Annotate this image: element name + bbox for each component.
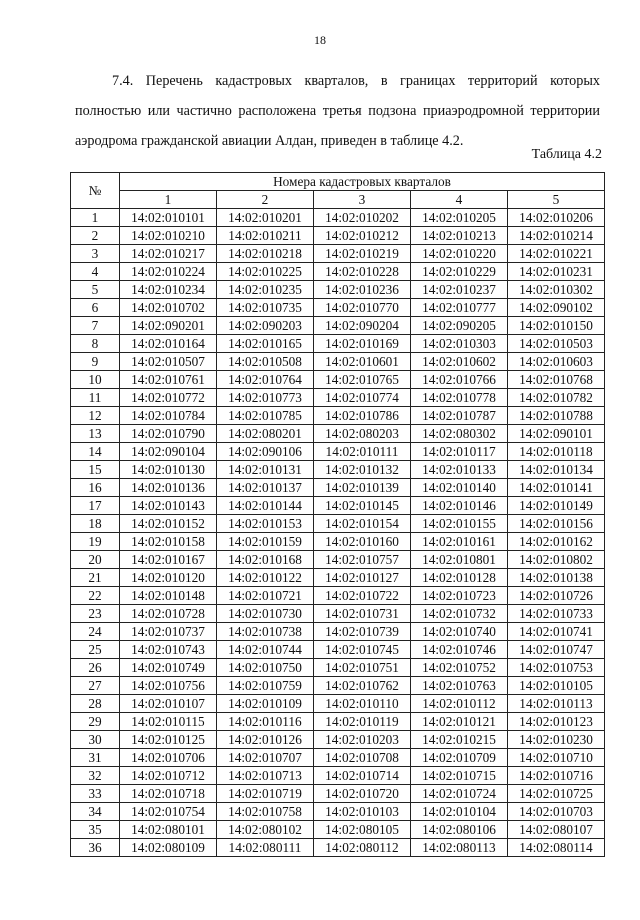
cadastral-number-cell: 14:02:010150 xyxy=(508,317,605,335)
cadastral-number-cell: 14:02:010206 xyxy=(508,209,605,227)
cadastral-number-cell: 14:02:010137 xyxy=(217,479,314,497)
row-number-cell: 18 xyxy=(71,515,120,533)
table-row xyxy=(71,677,605,695)
table-row xyxy=(71,497,605,515)
cadastral-number-cell: 14:02:080302 xyxy=(411,425,508,443)
cadastral-number-cell: 14:02:010766 xyxy=(411,371,508,389)
row-number-cell: 20 xyxy=(71,551,120,569)
cadastral-number-cell: 14:02:010750 xyxy=(217,659,314,677)
cadastral-number-cell: 14:02:010107 xyxy=(120,695,217,713)
cadastral-number-cell: 14:02:010785 xyxy=(217,407,314,425)
row-number-cell: 28 xyxy=(71,695,120,713)
row-number-cell: 33 xyxy=(71,785,120,803)
cadastral-number-cell: 14:02:010128 xyxy=(411,569,508,587)
table-row xyxy=(71,605,605,623)
row-number-cell: 4 xyxy=(71,263,120,281)
table-body xyxy=(71,209,605,857)
table-row xyxy=(71,407,605,425)
table-row xyxy=(71,533,605,551)
cadastral-number-cell: 14:02:080111 xyxy=(217,839,314,857)
row-number-cell: 24 xyxy=(71,623,120,641)
column-number-header: 1 xyxy=(120,191,217,209)
cadastral-number-cell: 14:02:010214 xyxy=(508,227,605,245)
table-row xyxy=(71,353,605,371)
cadastral-number-cell: 14:02:010719 xyxy=(217,785,314,803)
cadastral-number-cell: 14:02:010123 xyxy=(508,713,605,731)
column-number-header: 2 xyxy=(217,191,314,209)
cadastral-number-cell: 14:02:010503 xyxy=(508,335,605,353)
cadastral-number-cell: 14:02:010236 xyxy=(314,281,411,299)
table-row xyxy=(71,425,605,443)
cadastral-number-cell: 14:02:010751 xyxy=(314,659,411,677)
cadastral-number-cell: 14:02:010117 xyxy=(411,443,508,461)
cadastral-number-cell: 14:02:010224 xyxy=(120,263,217,281)
cadastral-number-cell: 14:02:010159 xyxy=(217,533,314,551)
cadastral-number-cell: 14:02:010601 xyxy=(314,353,411,371)
cadastral-number-cell: 14:02:010140 xyxy=(411,479,508,497)
cadastral-number-cell: 14:02:090102 xyxy=(508,299,605,317)
cadastral-number-cell: 14:02:010212 xyxy=(314,227,411,245)
cadastral-number-cell: 14:02:010229 xyxy=(411,263,508,281)
cadastral-number-cell: 14:02:010772 xyxy=(120,389,217,407)
cadastral-number-cell: 14:02:010714 xyxy=(314,767,411,785)
table-row xyxy=(71,245,605,263)
cadastral-number-cell: 14:02:010725 xyxy=(508,785,605,803)
cadastral-number-cell: 14:02:010167 xyxy=(120,551,217,569)
cadastral-number-cell: 14:02:010149 xyxy=(508,497,605,515)
row-number-cell: 32 xyxy=(71,767,120,785)
cadastral-number-cell: 14:02:080102 xyxy=(217,821,314,839)
row-number-cell: 25 xyxy=(71,641,120,659)
cadastral-number-cell: 14:02:010165 xyxy=(217,335,314,353)
row-number-cell: 3 xyxy=(71,245,120,263)
cadastral-number-cell: 14:02:010753 xyxy=(508,659,605,677)
cadastral-number-cell: 14:02:010111 xyxy=(314,443,411,461)
cadastral-number-cell: 14:02:010205 xyxy=(411,209,508,227)
table-row xyxy=(71,335,605,353)
cadastral-number-cell: 14:02:010220 xyxy=(411,245,508,263)
cadastral-number-cell: 14:02:010740 xyxy=(411,623,508,641)
cadastral-number-cell: 14:02:010770 xyxy=(314,299,411,317)
cadastral-number-cell: 14:02:010221 xyxy=(508,245,605,263)
cadastral-number-cell: 14:02:010215 xyxy=(411,731,508,749)
cadastral-number-cell: 14:02:010217 xyxy=(120,245,217,263)
cadastral-number-cell: 14:02:010109 xyxy=(217,695,314,713)
row-number-cell: 10 xyxy=(71,371,120,389)
row-number-cell: 7 xyxy=(71,317,120,335)
row-number-cell: 19 xyxy=(71,533,120,551)
cadastral-number-cell: 14:02:010723 xyxy=(411,587,508,605)
cadastral-number-cell: 14:02:010210 xyxy=(120,227,217,245)
column-number-row xyxy=(71,191,605,209)
row-number-cell: 9 xyxy=(71,353,120,371)
cadastral-number-cell: 14:02:010234 xyxy=(120,281,217,299)
cadastral-number-cell: 14:02:010763 xyxy=(411,677,508,695)
cadastral-number-cell: 14:02:080107 xyxy=(508,821,605,839)
cadastral-number-cell: 14:02:090106 xyxy=(217,443,314,461)
cadastral-number-cell: 14:02:010746 xyxy=(411,641,508,659)
cadastral-number-cell: 14:02:010733 xyxy=(508,605,605,623)
cadastral-number-cell: 14:02:010745 xyxy=(314,641,411,659)
cadastral-number-cell: 14:02:080105 xyxy=(314,821,411,839)
cadastral-number-cell: 14:02:010718 xyxy=(120,785,217,803)
cadastral-number-cell: 14:02:010127 xyxy=(314,569,411,587)
cadastral-number-cell: 14:02:010110 xyxy=(314,695,411,713)
cadastral-number-cell: 14:02:010758 xyxy=(217,803,314,821)
cadastral-number-cell: 14:02:010706 xyxy=(120,749,217,767)
row-number-cell: 27 xyxy=(71,677,120,695)
cadastral-number-cell: 14:02:010774 xyxy=(314,389,411,407)
table-header-row xyxy=(71,173,605,191)
cadastral-number-cell: 14:02:010801 xyxy=(411,551,508,569)
cadastral-number-cell: 14:02:010602 xyxy=(411,353,508,371)
cadastral-number-cell: 14:02:010768 xyxy=(508,371,605,389)
cadastral-number-cell: 14:02:010790 xyxy=(120,425,217,443)
table-row xyxy=(71,227,605,245)
table-row xyxy=(71,515,605,533)
cadastral-number-cell: 14:02:010118 xyxy=(508,443,605,461)
table-row xyxy=(71,209,605,227)
cadastral-number-cell: 14:02:090203 xyxy=(217,317,314,335)
cadastral-number-cell: 14:02:010219 xyxy=(314,245,411,263)
table-row xyxy=(71,317,605,335)
cadastral-number-cell: 14:02:010709 xyxy=(411,749,508,767)
cadastral-number-cell: 14:02:010738 xyxy=(217,623,314,641)
cadastral-number-cell: 14:02:010762 xyxy=(314,677,411,695)
cadastral-number-cell: 14:02:010211 xyxy=(217,227,314,245)
cadastral-number-cell: 14:02:010122 xyxy=(217,569,314,587)
row-number-cell: 5 xyxy=(71,281,120,299)
cadastral-number-cell: 14:02:010759 xyxy=(217,677,314,695)
row-number-cell: 12 xyxy=(71,407,120,425)
cadastral-number-cell: 14:02:010169 xyxy=(314,335,411,353)
cadastral-number-cell: 14:02:010302 xyxy=(508,281,605,299)
cadastral-number-cell: 14:02:010507 xyxy=(120,353,217,371)
cadastral-number-cell: 14:02:010726 xyxy=(508,587,605,605)
column-number-header: 4 xyxy=(411,191,508,209)
cadastral-number-cell: 14:02:010158 xyxy=(120,533,217,551)
row-number-cell: 35 xyxy=(71,821,120,839)
cadastral-number-cell: 14:02:090104 xyxy=(120,443,217,461)
cadastral-number-cell: 14:02:010757 xyxy=(314,551,411,569)
cadastral-number-cell: 14:02:080112 xyxy=(314,839,411,857)
row-number-cell: 2 xyxy=(71,227,120,245)
table-row xyxy=(71,299,605,317)
cadastral-number-cell: 14:02:010231 xyxy=(508,263,605,281)
cadastral-number-cell: 14:02:080113 xyxy=(411,839,508,857)
table-row xyxy=(71,803,605,821)
cadastral-number-cell: 14:02:010230 xyxy=(508,731,605,749)
cadastral-number-cell: 14:02:010168 xyxy=(217,551,314,569)
cadastral-number-cell: 14:02:010784 xyxy=(120,407,217,425)
table-row xyxy=(71,263,605,281)
cadastral-number-cell: 14:02:010730 xyxy=(217,605,314,623)
cadastral-number-cell: 14:02:010739 xyxy=(314,623,411,641)
table-row xyxy=(71,389,605,407)
group-column-header: Номера кадастровых кварталов xyxy=(120,173,605,191)
column-number-header: 3 xyxy=(314,191,411,209)
cadastral-number-cell: 14:02:010724 xyxy=(411,785,508,803)
intro-paragraph xyxy=(75,66,600,156)
row-number-cell: 16 xyxy=(71,479,120,497)
cadastral-number-cell: 14:02:090201 xyxy=(120,317,217,335)
cadastral-number-cell: 14:02:010802 xyxy=(508,551,605,569)
cadastral-number-cell: 14:02:080201 xyxy=(217,425,314,443)
cadastral-number-cell: 14:02:010203 xyxy=(314,731,411,749)
cadastral-number-cell: 14:02:010228 xyxy=(314,263,411,281)
row-number-cell: 29 xyxy=(71,713,120,731)
row-number-cell: 15 xyxy=(71,461,120,479)
cadastral-number-cell: 14:02:010731 xyxy=(314,605,411,623)
cadastral-number-cell: 14:02:010160 xyxy=(314,533,411,551)
cadastral-number-cell: 14:02:010131 xyxy=(217,461,314,479)
cadastral-number-cell: 14:02:010747 xyxy=(508,641,605,659)
cadastral-quarters-table xyxy=(70,172,605,857)
row-number-cell: 34 xyxy=(71,803,120,821)
cadastral-number-cell: 14:02:010778 xyxy=(411,389,508,407)
cadastral-number-cell: 14:02:010713 xyxy=(217,767,314,785)
cadastral-number-cell: 14:02:010139 xyxy=(314,479,411,497)
cadastral-number-cell: 14:02:010201 xyxy=(217,209,314,227)
cadastral-number-cell: 14:02:080106 xyxy=(411,821,508,839)
row-number-cell: 8 xyxy=(71,335,120,353)
cadastral-number-cell: 14:02:010103 xyxy=(314,803,411,821)
cadastral-number-cell: 14:02:010735 xyxy=(217,299,314,317)
cadastral-number-cell: 14:02:010710 xyxy=(508,749,605,767)
cadastral-number-cell: 14:02:010237 xyxy=(411,281,508,299)
cadastral-number-cell: 14:02:010101 xyxy=(120,209,217,227)
cadastral-number-cell: 14:02:010702 xyxy=(120,299,217,317)
cadastral-number-cell: 14:02:080109 xyxy=(120,839,217,857)
table-row xyxy=(71,479,605,497)
cadastral-number-cell: 14:02:010153 xyxy=(217,515,314,533)
row-number-cell: 26 xyxy=(71,659,120,677)
row-number-cell: 1 xyxy=(71,209,120,227)
column-number-header: 5 xyxy=(508,191,605,209)
table-row xyxy=(71,641,605,659)
cadastral-number-cell: 14:02:010786 xyxy=(314,407,411,425)
cadastral-number-cell: 14:02:010765 xyxy=(314,371,411,389)
cadastral-number-cell: 14:02:010218 xyxy=(217,245,314,263)
cadastral-number-cell: 14:02:010130 xyxy=(120,461,217,479)
cadastral-number-cell: 14:02:010146 xyxy=(411,497,508,515)
cadastral-number-cell: 14:02:010126 xyxy=(217,731,314,749)
intro-text: 7.4. Перечень кадастровых кварталов, в границах территорий которых полностью или частично расположена третья подзона приаэродромной территории аэродрома гражданской авиации Алдан, приведен в таблице 4.2. xyxy=(75,73,600,149)
cadastral-number-cell: 14:02:010105 xyxy=(508,677,605,695)
row-number-cell: 6 xyxy=(71,299,120,317)
table-row xyxy=(71,713,605,731)
row-number-cell: 23 xyxy=(71,605,120,623)
cadastral-number-cell: 14:02:010104 xyxy=(411,803,508,821)
table-row xyxy=(71,767,605,785)
table-caption: Таблица 4.2 xyxy=(531,147,602,162)
cadastral-number-cell: 14:02:010788 xyxy=(508,407,605,425)
cadastral-number-cell: 14:02:010777 xyxy=(411,299,508,317)
cadastral-number-cell: 14:02:010125 xyxy=(120,731,217,749)
cadastral-number-cell: 14:02:090204 xyxy=(314,317,411,335)
row-number-cell: 13 xyxy=(71,425,120,443)
cadastral-number-cell: 14:02:010722 xyxy=(314,587,411,605)
cadastral-number-cell: 14:02:010116 xyxy=(217,713,314,731)
cadastral-number-cell: 14:02:010112 xyxy=(411,695,508,713)
cadastral-number-cell: 14:02:010143 xyxy=(120,497,217,515)
table-row xyxy=(71,821,605,839)
cadastral-number-cell: 14:02:010754 xyxy=(120,803,217,821)
cadastral-number-cell: 14:02:010235 xyxy=(217,281,314,299)
table-row xyxy=(71,461,605,479)
cadastral-number-cell: 14:02:010732 xyxy=(411,605,508,623)
cadastral-number-cell: 14:02:010703 xyxy=(508,803,605,821)
cadastral-number-cell: 14:02:010782 xyxy=(508,389,605,407)
table-row xyxy=(71,623,605,641)
cadastral-number-cell: 14:02:010145 xyxy=(314,497,411,515)
cadastral-number-cell: 14:02:010134 xyxy=(508,461,605,479)
cadastral-number-cell: 14:02:010213 xyxy=(411,227,508,245)
cadastral-number-cell: 14:02:010136 xyxy=(120,479,217,497)
cadastral-number-cell: 14:02:010715 xyxy=(411,767,508,785)
table-row xyxy=(71,695,605,713)
row-number-cell: 17 xyxy=(71,497,120,515)
cadastral-number-cell: 14:02:010764 xyxy=(217,371,314,389)
cadastral-number-cell: 14:02:010115 xyxy=(120,713,217,731)
page-number: 18 xyxy=(314,33,326,47)
cadastral-number-cell: 14:02:010113 xyxy=(508,695,605,713)
cadastral-number-cell: 14:02:010721 xyxy=(217,587,314,605)
cadastral-number-cell: 14:02:010120 xyxy=(120,569,217,587)
cadastral-number-cell: 14:02:010161 xyxy=(411,533,508,551)
cadastral-number-cell: 14:02:010752 xyxy=(411,659,508,677)
cadastral-number-cell: 14:02:010707 xyxy=(217,749,314,767)
table-row xyxy=(71,569,605,587)
number-column-header: № xyxy=(71,173,120,209)
cadastral-number-cell: 14:02:010138 xyxy=(508,569,605,587)
cadastral-number-cell: 14:02:010119 xyxy=(314,713,411,731)
cadastral-number-cell: 14:02:010202 xyxy=(314,209,411,227)
cadastral-number-cell: 14:02:010743 xyxy=(120,641,217,659)
cadastral-number-cell: 14:02:010133 xyxy=(411,461,508,479)
cadastral-number-cell: 14:02:010787 xyxy=(411,407,508,425)
cadastral-number-cell: 14:02:010144 xyxy=(217,497,314,515)
cadastral-number-cell: 14:02:010155 xyxy=(411,515,508,533)
cadastral-number-cell: 14:02:010728 xyxy=(120,605,217,623)
cadastral-number-cell: 14:02:080101 xyxy=(120,821,217,839)
cadastral-number-cell: 14:02:010508 xyxy=(217,353,314,371)
row-number-cell: 21 xyxy=(71,569,120,587)
table-row xyxy=(71,785,605,803)
cadastral-number-cell: 14:02:010708 xyxy=(314,749,411,767)
table-row xyxy=(71,731,605,749)
table-row xyxy=(71,659,605,677)
row-number-cell: 31 xyxy=(71,749,120,767)
cadastral-number-cell: 14:02:090101 xyxy=(508,425,605,443)
cadastral-number-cell: 14:02:010156 xyxy=(508,515,605,533)
cadastral-number-cell: 14:02:010712 xyxy=(120,767,217,785)
cadastral-number-cell: 14:02:010720 xyxy=(314,785,411,803)
cadastral-number-cell: 14:02:010749 xyxy=(120,659,217,677)
cadastral-number-cell: 14:02:090205 xyxy=(411,317,508,335)
cadastral-number-cell: 14:02:010716 xyxy=(508,767,605,785)
cadastral-number-cell: 14:02:010148 xyxy=(120,587,217,605)
row-number-cell: 36 xyxy=(71,839,120,857)
table-row xyxy=(71,281,605,299)
cadastral-number-cell: 14:02:080114 xyxy=(508,839,605,857)
cadastral-number-cell: 14:02:010141 xyxy=(508,479,605,497)
row-number-cell: 30 xyxy=(71,731,120,749)
cadastral-number-cell: 14:02:010737 xyxy=(120,623,217,641)
cadastral-number-cell: 14:02:010154 xyxy=(314,515,411,533)
cadastral-number-cell: 14:02:010152 xyxy=(120,515,217,533)
cadastral-number-cell: 14:02:010225 xyxy=(217,263,314,281)
cadastral-number-cell: 14:02:080203 xyxy=(314,425,411,443)
cadastral-number-cell: 14:02:010121 xyxy=(411,713,508,731)
cadastral-number-cell: 14:02:010132 xyxy=(314,461,411,479)
table-row xyxy=(71,551,605,569)
row-number-cell: 11 xyxy=(71,389,120,407)
table-row xyxy=(71,371,605,389)
row-number-cell: 14 xyxy=(71,443,120,461)
row-number-cell: 22 xyxy=(71,587,120,605)
table-row xyxy=(71,749,605,767)
cadastral-number-cell: 14:02:010773 xyxy=(217,389,314,407)
cadastral-number-cell: 14:02:010756 xyxy=(120,677,217,695)
cadastral-number-cell: 14:02:010761 xyxy=(120,371,217,389)
table-row xyxy=(71,443,605,461)
cadastral-number-cell: 14:02:010741 xyxy=(508,623,605,641)
cadastral-number-cell: 14:02:010603 xyxy=(508,353,605,371)
cadastral-number-cell: 14:02:010162 xyxy=(508,533,605,551)
cadastral-number-cell: 14:02:010744 xyxy=(217,641,314,659)
table-row xyxy=(71,839,605,857)
cadastral-number-cell: 14:02:010164 xyxy=(120,335,217,353)
table-row xyxy=(71,587,605,605)
cadastral-number-cell: 14:02:010303 xyxy=(411,335,508,353)
